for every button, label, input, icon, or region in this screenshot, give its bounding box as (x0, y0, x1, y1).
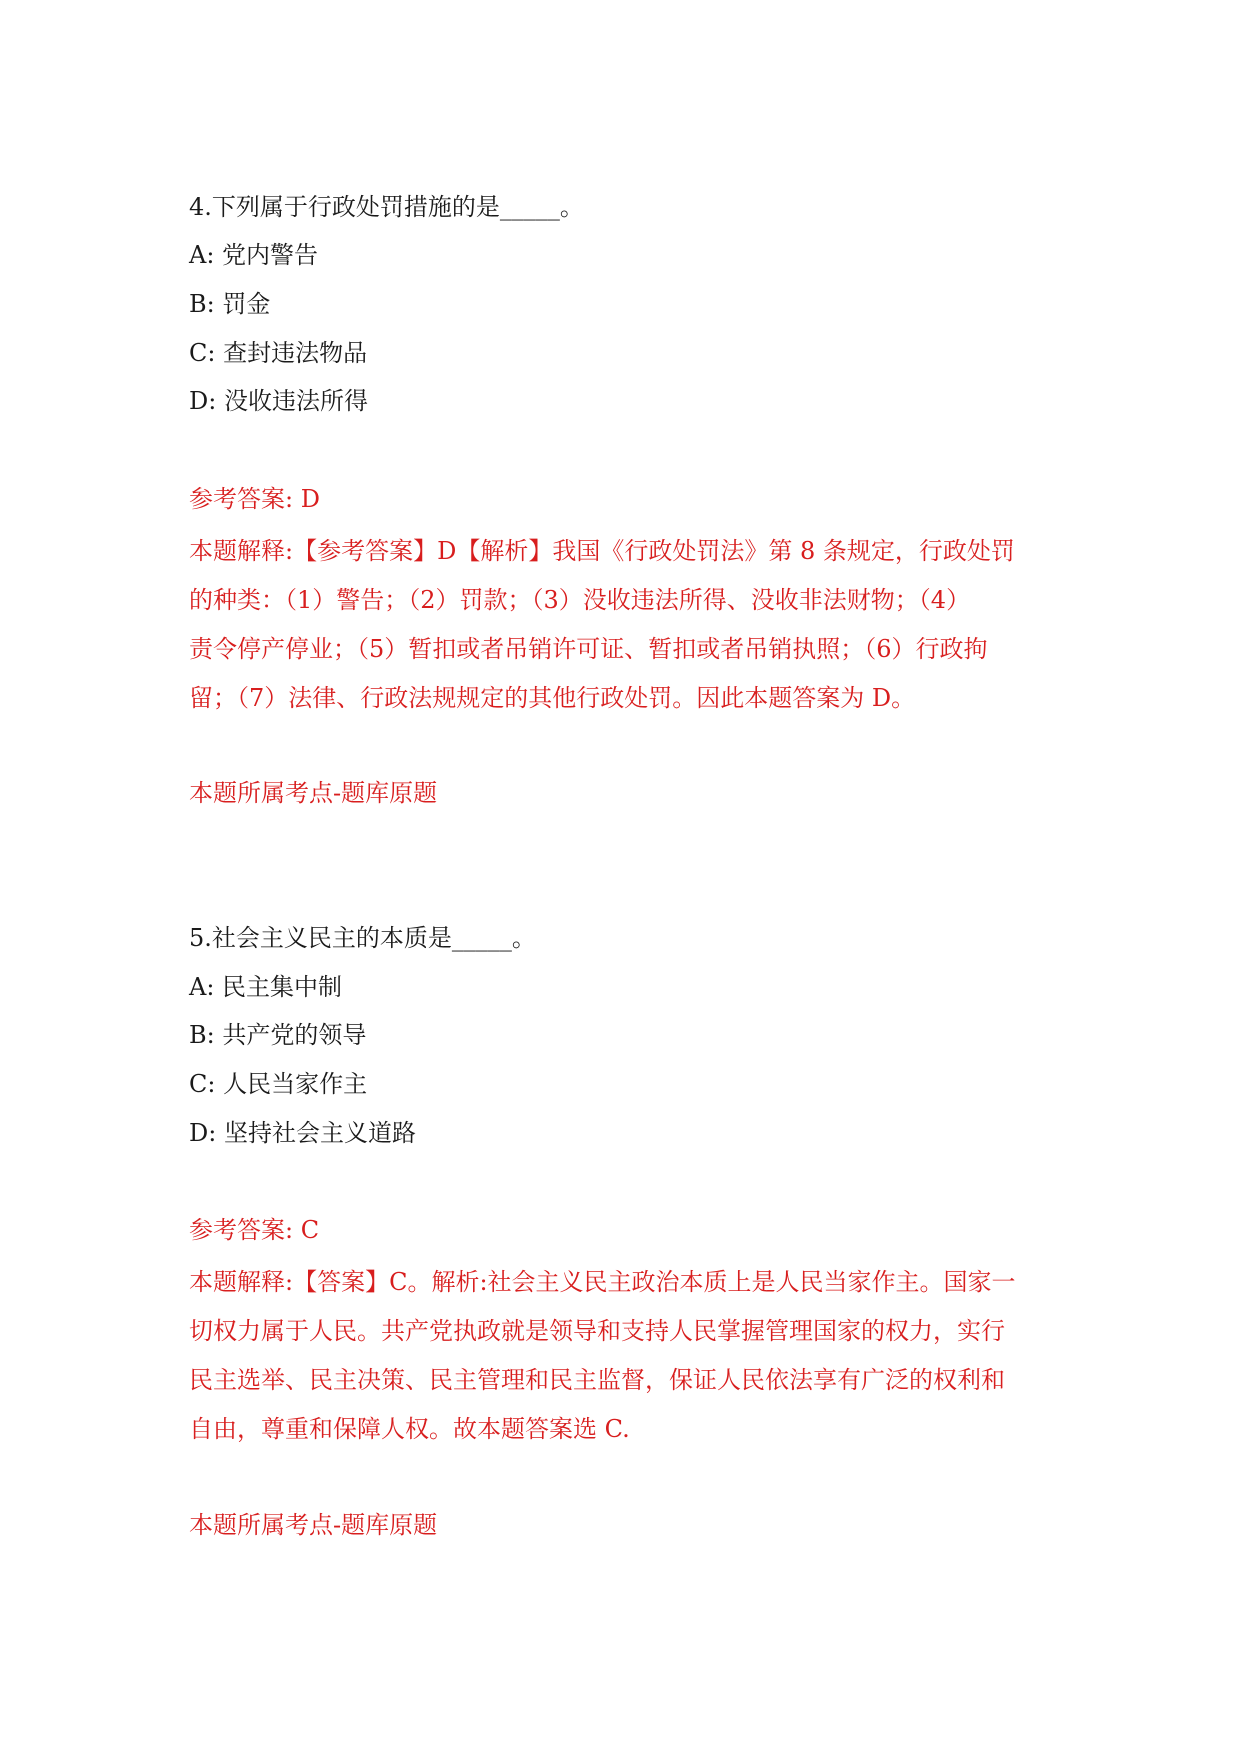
option-d: D: 没收违法所得 (189, 387, 368, 415)
option-b: B: 共产党的领导 (189, 1021, 367, 1049)
explanation-line: 本题解释:【答案】C。解析:社会主义民主政治本质上是人民当家作主。国家一 (189, 1268, 1016, 1296)
explanation-line: 本题解释:【参考答案】D【解析】我国《行政处罚法》第 8 条规定，行政处罚 (189, 537, 1015, 565)
explanation-line: 的种类：（1）警告；（2）罚款；（3）没收违法所得、没收非法财物；（4） (189, 586, 971, 614)
option-c: C: 查封违法物品 (189, 339, 368, 367)
option-a: A: 民主集中制 (189, 973, 343, 1001)
topic-tag: 本题所属考点-题库原题 (189, 779, 438, 807)
option-b: B: 罚金 (189, 290, 271, 318)
question-stem: 4.下列属于行政处罚措施的是_____。 (189, 193, 584, 221)
answer-explanation (189, 1258, 1059, 1454)
explanation-line: 切权力属于人民。共产党执政就是领导和支持人民掌握管理国家的权力，实行 (189, 1317, 1005, 1345)
question-stem: 5.社会主义民主的本质是_____。 (189, 924, 536, 952)
option-c: C: 人民当家作主 (189, 1070, 368, 1098)
explanation-line: 留；（7）法律、行政法规规定的其他行政处罚。因此本题答案为 D。 (189, 684, 916, 712)
reference-answer: 参考答案: D (189, 485, 320, 513)
option-a: A: 党内警告 (189, 241, 319, 269)
explanation-line: 自由，尊重和保障人权。故本题答案选 C. (189, 1415, 630, 1443)
explanation-line: 责令停产停业；（5）暂扣或者吊销许可证、暂扣或者吊销执照；（6）行政拘 (189, 635, 988, 663)
answer-explanation (189, 527, 1059, 723)
reference-answer: 参考答案: C (189, 1216, 320, 1244)
option-d: D: 坚持社会主义道路 (189, 1119, 416, 1147)
topic-tag: 本题所属考点-题库原题 (189, 1511, 438, 1539)
explanation-line: 民主选举、民主决策、民主管理和民主监督，保证人民依法享有广泛的权利和 (189, 1366, 1005, 1394)
